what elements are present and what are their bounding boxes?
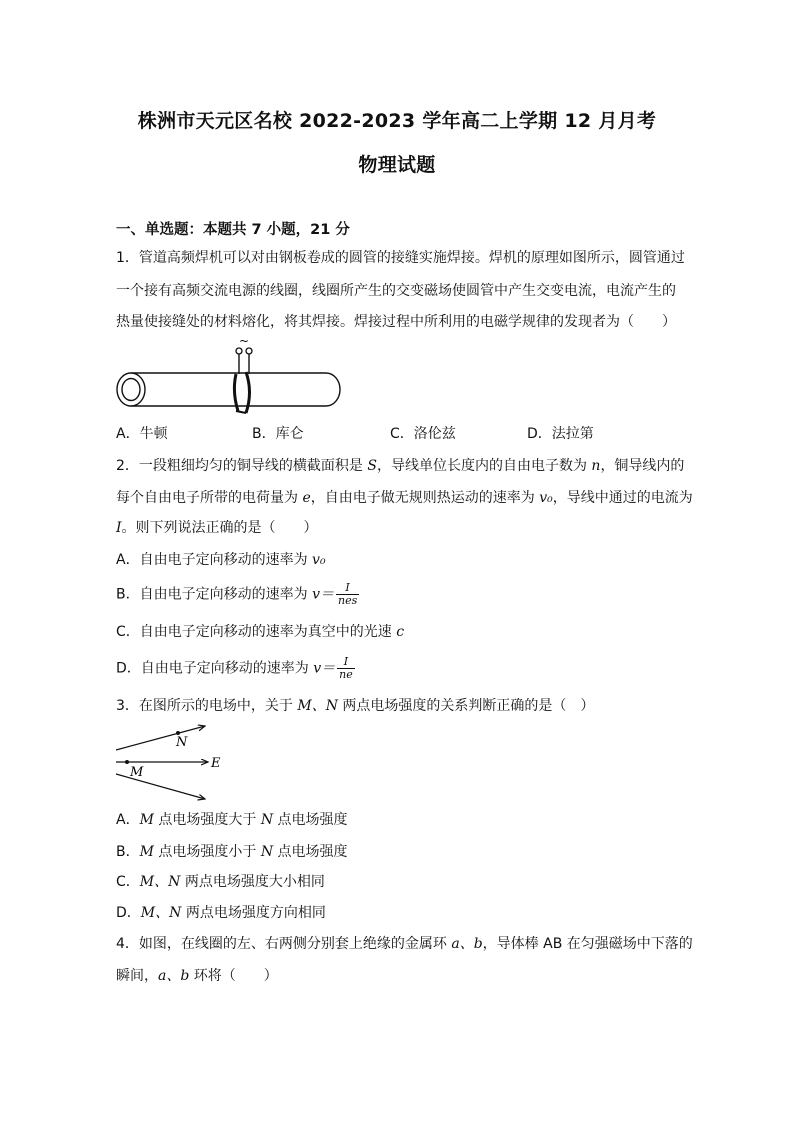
q1-option-c[interactable]: C．洛伦兹: [390, 426, 456, 442]
q3-option-a[interactable]: A．M 点电场强度大于 N 点电场强度: [116, 812, 348, 828]
q1-option-d[interactable]: D．法拉第: [527, 426, 594, 442]
welding-pipe-figure: [112, 336, 347, 416]
q2-line2: 每个自由电子所带的电荷量为 e，自由电子做无规则热运动的速率为 v₀，导线中通过的电流为: [116, 490, 693, 506]
q3-option-d[interactable]: D．M、N 两点电场强度方向相同: [116, 905, 326, 921]
fraction: $\frac{I}{ne}$: [339, 655, 353, 681]
q2-line3: I。则下列说法正确的是（ ）: [116, 520, 318, 536]
page-title: 株洲市天元区名校 2022-2023 学年高二上学期 12 月月考: [137, 110, 657, 132]
field-e-label: E: [211, 756, 221, 771]
page-subtitle: 物理试题: [358, 154, 436, 176]
q1-option-a[interactable]: A．牛顿: [116, 426, 168, 442]
q2-option-c[interactable]: C．自由电子定向移动的速率为真空中的光速 c: [116, 624, 405, 640]
q2-option-d[interactable]: D．自由电子定向移动的速率为 v＝ $\frac{I}{ne}$: [116, 655, 353, 681]
q3-option-b[interactable]: B．M 点电场强度小于 N 点电场强度: [116, 844, 348, 860]
point-n-label: N: [176, 735, 188, 750]
electric-field-figure: [112, 722, 232, 804]
fraction: $\frac{I}{\text{nes}}$: [337, 581, 358, 607]
q1-option-b[interactable]: B．库仑: [252, 426, 304, 442]
q3-option-c[interactable]: C．M、N 两点电场强度大小相同: [116, 874, 325, 890]
point-m-label: M: [130, 765, 144, 780]
q1-line2: 一个接有高频交流电源的线圈，线圈所产生的交变磁场使圆管中产生交变电流，电流产生的: [116, 283, 676, 299]
section-heading: 一、单选题：本题共 7 小题，21 分: [116, 222, 350, 238]
q1-line1: 1．管道高频焊机可以对由钢板卷成的圆管的接缝实施焊接。焊机的原理如图所示，圆管通过: [116, 250, 685, 266]
q2-option-a[interactable]: A．自由电子定向移动的速率为 v₀: [116, 552, 326, 568]
q3-stem: 3．在图所示的电场中，关于 M、N 两点电场强度的关系判断正确的是（ ）: [116, 698, 595, 714]
q4-line1: 4．如图，在线圈的左、右两侧分别套上绝缘的金属环 a、b，导体棒 AB 在匀强磁场中下落的: [116, 936, 693, 952]
ac-source-symbol: ~: [238, 336, 250, 348]
q2-line1: 2．一段粗细均匀的铜导线的横截面积是 S，导线单位长度内的自由电子数为 n，铜导线内的: [116, 458, 685, 474]
q2-option-b[interactable]: B．自由电子定向移动的速率为 v＝ $\frac{I}{\text{nes}}$: [116, 581, 358, 607]
q1-line3: 热量使接缝处的材料熔化，将其焊接。焊接过程中所利用的电磁学规律的发现者为（ ）: [116, 314, 676, 330]
q4-line2: 瞬间，a、b 环将（ ）: [116, 968, 278, 984]
